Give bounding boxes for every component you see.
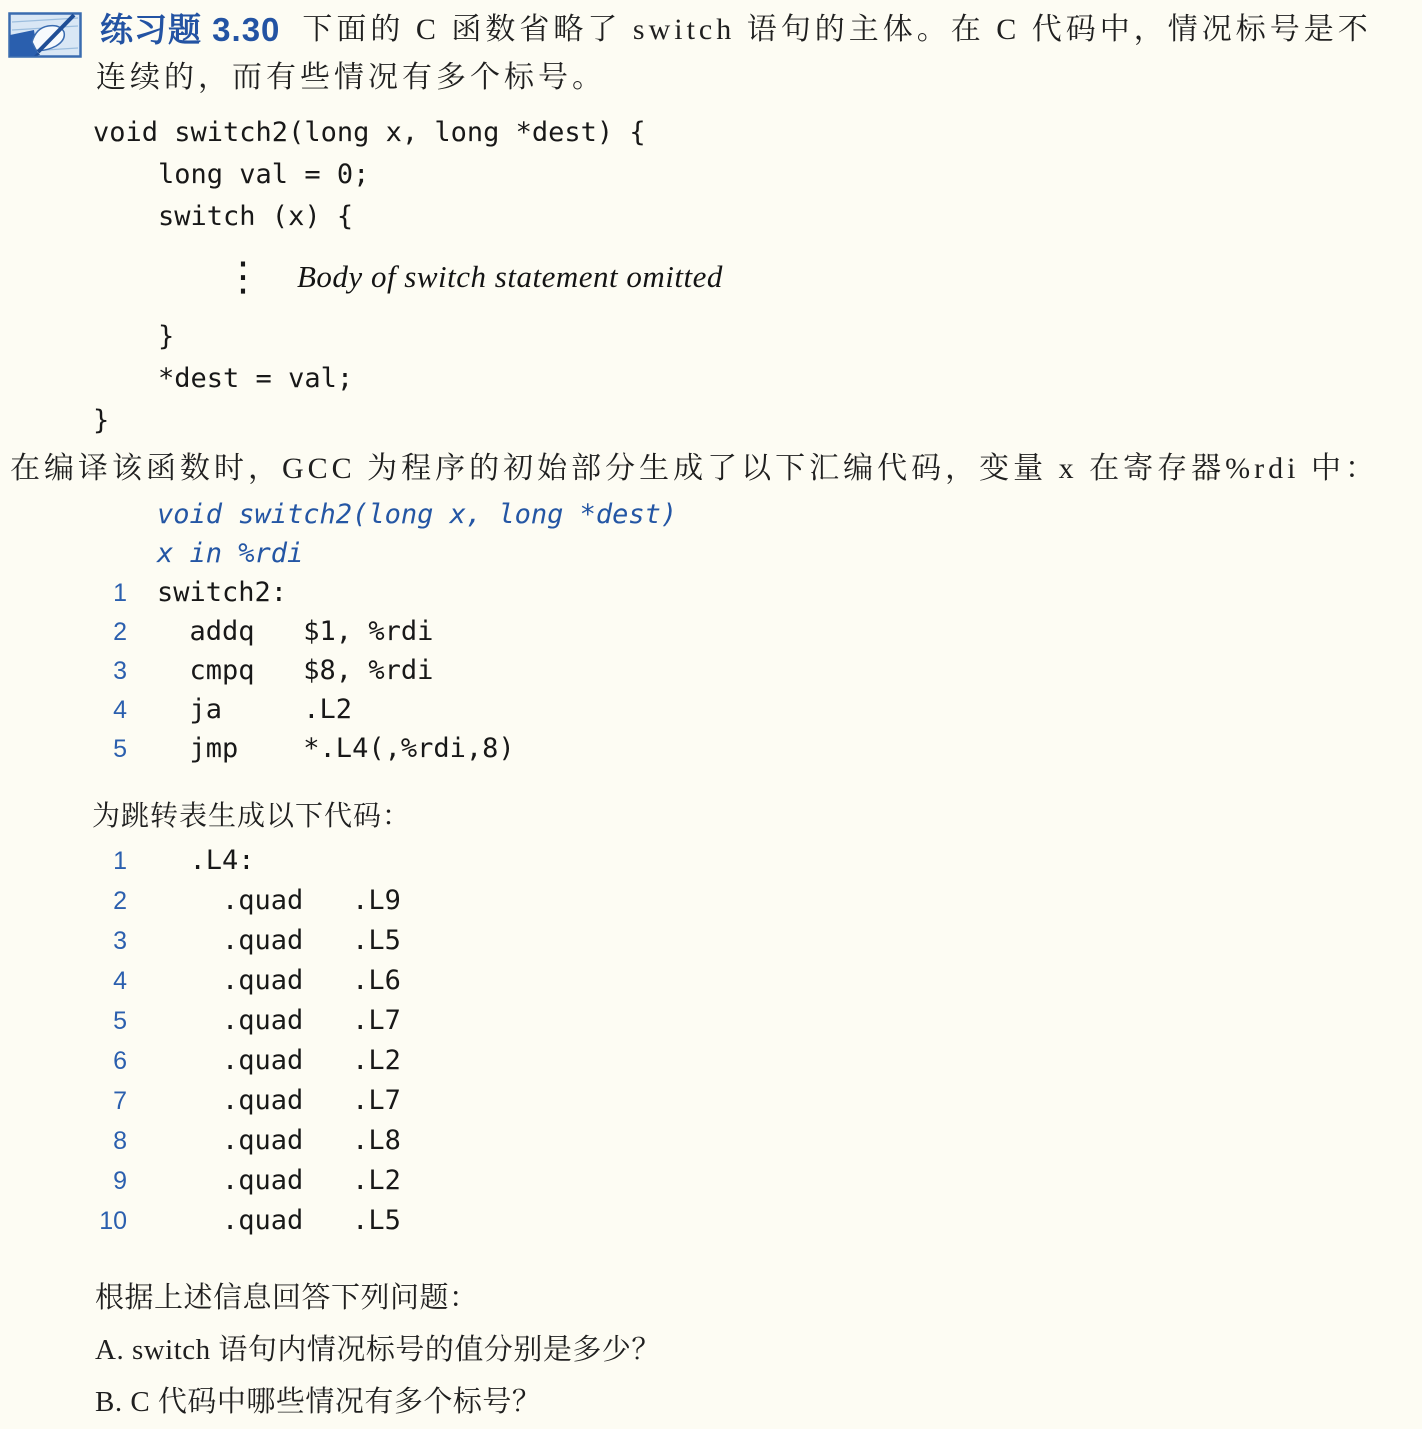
practice-problem-header [8,8,1416,63]
line-number: 6 [113,1047,127,1075]
jump-table-row [80,1205,401,1245]
jump-table-code-text: .quad .L8 [157,1125,401,1156]
asm-comment-row [80,499,677,538]
line-number: 5 [113,735,127,763]
line-number: 3 [113,657,127,685]
jump-table-intro-paragraph: 为跳转表生成以下代码： [92,801,412,832]
jump-table-row [80,1125,401,1165]
jump-table-code-block [80,845,401,1245]
jump-table-code-text: .quad .L2 [157,1045,401,1076]
jump-table-row [80,965,401,1005]
c-source-code-block [93,112,723,442]
asm-register-comment: x in %rdi [157,538,304,569]
line-number: 2 [113,887,127,915]
line-number: 1 [113,847,127,875]
omitted-body-note: Body of switch statement omitted [297,259,723,294]
c-code-line: void switch2(long x, long *dest) { [93,117,646,148]
asm-comment-row [80,538,677,577]
line-number: 5 [113,1007,127,1035]
asm-row [80,577,677,616]
line-number: 4 [113,696,127,724]
line-number: 9 [113,1167,127,1195]
asm-signature-comment: void switch2(long x, long *dest) [157,499,678,530]
asm-row [80,655,677,694]
asm-row [80,733,677,772]
asm-code-text: addq $1, %rdi [157,616,434,647]
compile-description-paragraph: 在编译该函数时，GCC 为程序的初始部分生成了以下汇编代码，变量 x 在寄存器%rdi 中： [10,452,1379,485]
jump-table-row [80,1005,401,1045]
line-number: 7 [113,1087,127,1115]
jump-table-row [80,1085,401,1125]
jump-table-code-text: .quad .L5 [157,1205,401,1236]
practice-problem-number: 练习题 3.30 [100,11,281,48]
question-a: A. switch 语句内情况标号的值分别是多少？ [95,1334,661,1366]
jump-table-code-text: .quad .L7 [157,1085,401,1116]
asm-code-text: ja .L2 [157,694,353,725]
jump-table-code-text: .quad .L9 [157,885,401,916]
omitted-body-line [93,238,723,316]
jump-table-row [80,1165,401,1205]
asm-code-text: switch2: [157,577,288,608]
questions-section [95,1272,661,1428]
intro-text-line1: 下面的 C 函数省略了 switch 语句的主体。在 C 代码中，情况标号是不 [302,13,1372,46]
jump-table-code-text: .L4: [157,845,255,876]
line-number: 1 [113,579,127,607]
jump-table-row [80,925,401,965]
asm-row [80,694,677,733]
jump-table-row [80,885,401,925]
asm-row [80,616,677,655]
practice-writing-hand-icon [8,12,82,63]
jump-table-code-text: .quad .L2 [157,1165,401,1196]
c-code-line: *dest = val; [93,363,354,394]
line-number: 2 [113,618,127,646]
c-code-line: } [93,321,175,352]
c-code-line: switch (x) { [93,201,354,232]
jump-table-row [80,1045,401,1085]
assembly-code-block [80,499,677,772]
line-number: 3 [113,927,127,955]
c-code-line: } [93,405,110,436]
line-number: 8 [113,1127,127,1155]
jump-table-row [80,845,401,885]
intro-text-line2: 连续的，而有些情况有多个标号。 [96,61,606,94]
question-b: B. C 代码中哪些情况有多个标号？ [95,1386,542,1418]
line-number: 4 [113,967,127,995]
jump-table-code-text: .quad .L7 [157,1005,401,1036]
line-number: 10 [99,1207,127,1235]
asm-code-text: cmpq $8, %rdi [157,655,434,686]
vertical-ellipsis-icon: ⋮ [223,254,263,300]
questions-intro: 根据上述信息回答下列问题： [95,1282,479,1314]
c-code-line: long val = 0; [93,159,370,190]
jump-table-code-text: .quad .L5 [157,925,401,956]
asm-code-text: jmp *.L4(,%rdi,8) [157,733,515,764]
jump-table-code-text: .quad .L6 [157,965,401,996]
